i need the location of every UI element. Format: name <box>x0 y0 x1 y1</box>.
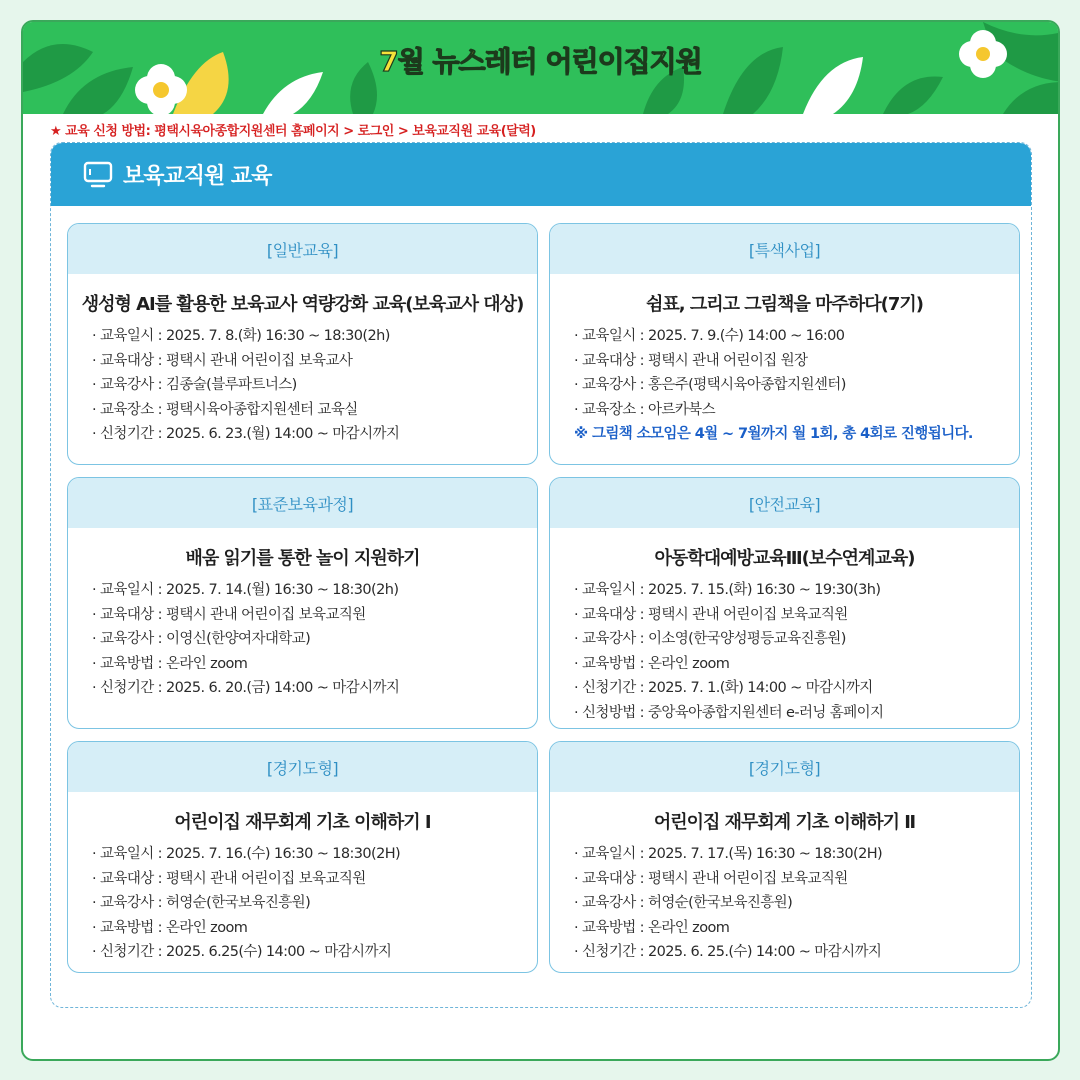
course-card <box>549 741 1020 973</box>
header-banner <box>23 22 1058 114</box>
course-detail: · 교육방법 : 온라인 zoom <box>92 919 248 936</box>
course-detail: · 교육방법 : 온라인 zoom <box>92 655 248 672</box>
staff-education-panel <box>50 142 1032 1008</box>
course-detail: · 교육일시 : 2025. 7. 9.(수) 14:00 ~ 16:00 <box>574 328 845 344</box>
course-detail: · 교육일시 : 2025. 7. 16.(수) 16:30 ~ 18:30(2H) <box>92 846 401 862</box>
banner-title-rest: 어린이집지원 <box>536 45 702 78</box>
course-detail: · 교육일시 : 2025. 7. 17.(목) 16:30 ~ 18:30(2H) <box>574 846 883 862</box>
course-detail: · 교육방법 : 온라인 zoom <box>574 655 730 672</box>
course-title: 생성형 AI를 활용한 보육교사 역량강화 교육(보육교사 대상) <box>81 294 524 315</box>
course-detail: · 신청기간 : 2025. 7. 1.(화) 14:00 ~ 마감시까지 <box>574 680 873 696</box>
course-title: 아동학대예방교육Ⅲ(보수연계교육) <box>654 548 915 569</box>
course-detail: · 교육일시 : 2025. 7. 8.(화) 16:30 ~ 18:30(2h) <box>92 328 390 344</box>
monitor-icon <box>83 161 113 189</box>
course-detail: · 교육강사 : 홍은주(평택시육아종합지원센터) <box>574 377 846 393</box>
course-title: 어린이집 재무회계 기초 이해하기 Ⅱ <box>653 812 916 833</box>
course-category: [안전교육] <box>550 478 1019 528</box>
application-notice: ★ 교육 신청 방법: 평택시육아종합지원센터 홈페이지 > 로그인 > 보육교직원 교육(달력) <box>50 124 536 139</box>
course-category: [경기도형] <box>68 742 537 792</box>
course-card <box>549 477 1020 729</box>
course-title: 어린이집 재무회계 기초 이해하기 Ⅰ <box>174 812 431 833</box>
course-detail: · 교육강사 : 허영순(한국보육진흥원) <box>574 895 793 911</box>
course-category: [특색사업] <box>550 224 1019 274</box>
course-detail: · 교육강사 : 김종술(블루파트너스) <box>92 377 297 393</box>
course-detail: · 교육장소 : 아르카북스 <box>574 401 715 418</box>
course-card <box>549 223 1020 465</box>
course-detail: · 교육대상 : 평택시 관내 어린이집 원장 <box>574 352 808 369</box>
course-detail: · 교육대상 : 평택시 관내 어린이집 보육교직원 <box>574 606 848 623</box>
course-detail: · 교육일시 : 2025. 7. 14.(월) 16:30 ~ 18:30(2h) <box>92 582 399 598</box>
course-card <box>67 223 538 465</box>
newsletter-frame <box>21 20 1060 1061</box>
course-detail: · 신청기간 : 2025. 6. 25.(수) 14:00 ~ 마감시까지 <box>574 944 882 960</box>
panel-header <box>51 143 1031 206</box>
course-detail: · 교육대상 : 평택시 관내 어린이집 보육교직원 <box>574 870 848 887</box>
course-detail: · 신청기간 : 2025. 6. 20.(금) 14:00 ~ 마감시까지 <box>92 680 400 696</box>
course-category: [경기도형] <box>550 742 1019 792</box>
course-title: 쉼표, 그리고 그림책을 마주하다(7기) <box>645 294 924 315</box>
course-category: [표준보육과정] <box>68 478 537 528</box>
course-detail: · 교육강사 : 이영신(한양여자대학교) <box>92 631 311 647</box>
banner-title <box>23 40 1058 80</box>
course-detail: · 교육장소 : 평택시육아종합지원센터 교육실 <box>92 401 358 418</box>
course-title: 배움 읽기를 통한 놀이 지원하기 <box>185 548 420 569</box>
course-detail: · 교육대상 : 평택시 관내 어린이집 보육교사 <box>92 352 353 369</box>
banner-title-highlight: 7월 뉴스레터 <box>379 45 537 78</box>
course-detail: · 교육일시 : 2025. 7. 15.(화) 16:30 ~ 19:30(3h) <box>574 582 881 598</box>
course-detail: · 교육강사 : 허영순(한국보육진흥원) <box>92 895 311 911</box>
course-card <box>67 741 538 973</box>
course-detail: · 신청방법 : 중앙육아종합지원센터 e-러닝 홈페이지 <box>574 704 884 721</box>
panel-title: 보육교직원 교육 <box>123 164 272 189</box>
course-card <box>67 477 538 729</box>
course-detail: · 교육대상 : 평택시 관내 어린이집 보육교직원 <box>92 870 366 887</box>
course-detail: · 교육강사 : 이소영(한국양성평등교육진흥원) <box>574 631 846 647</box>
course-detail: · 신청기간 : 2025. 6.25(수) 14:00 ~ 마감시까지 <box>92 944 392 960</box>
course-detail: · 교육방법 : 온라인 zoom <box>574 919 730 936</box>
course-detail: · 교육대상 : 평택시 관내 어린이집 보육교직원 <box>92 606 366 623</box>
course-note: ※ 그림책 소모임은 4월 ~ 7월까지 월 1회, 총 4회로 진행됩니다. <box>574 426 973 442</box>
course-detail: · 신청기간 : 2025. 6. 23.(월) 14:00 ~ 마감시까지 <box>92 426 400 442</box>
course-category: [일반교육] <box>68 224 537 274</box>
